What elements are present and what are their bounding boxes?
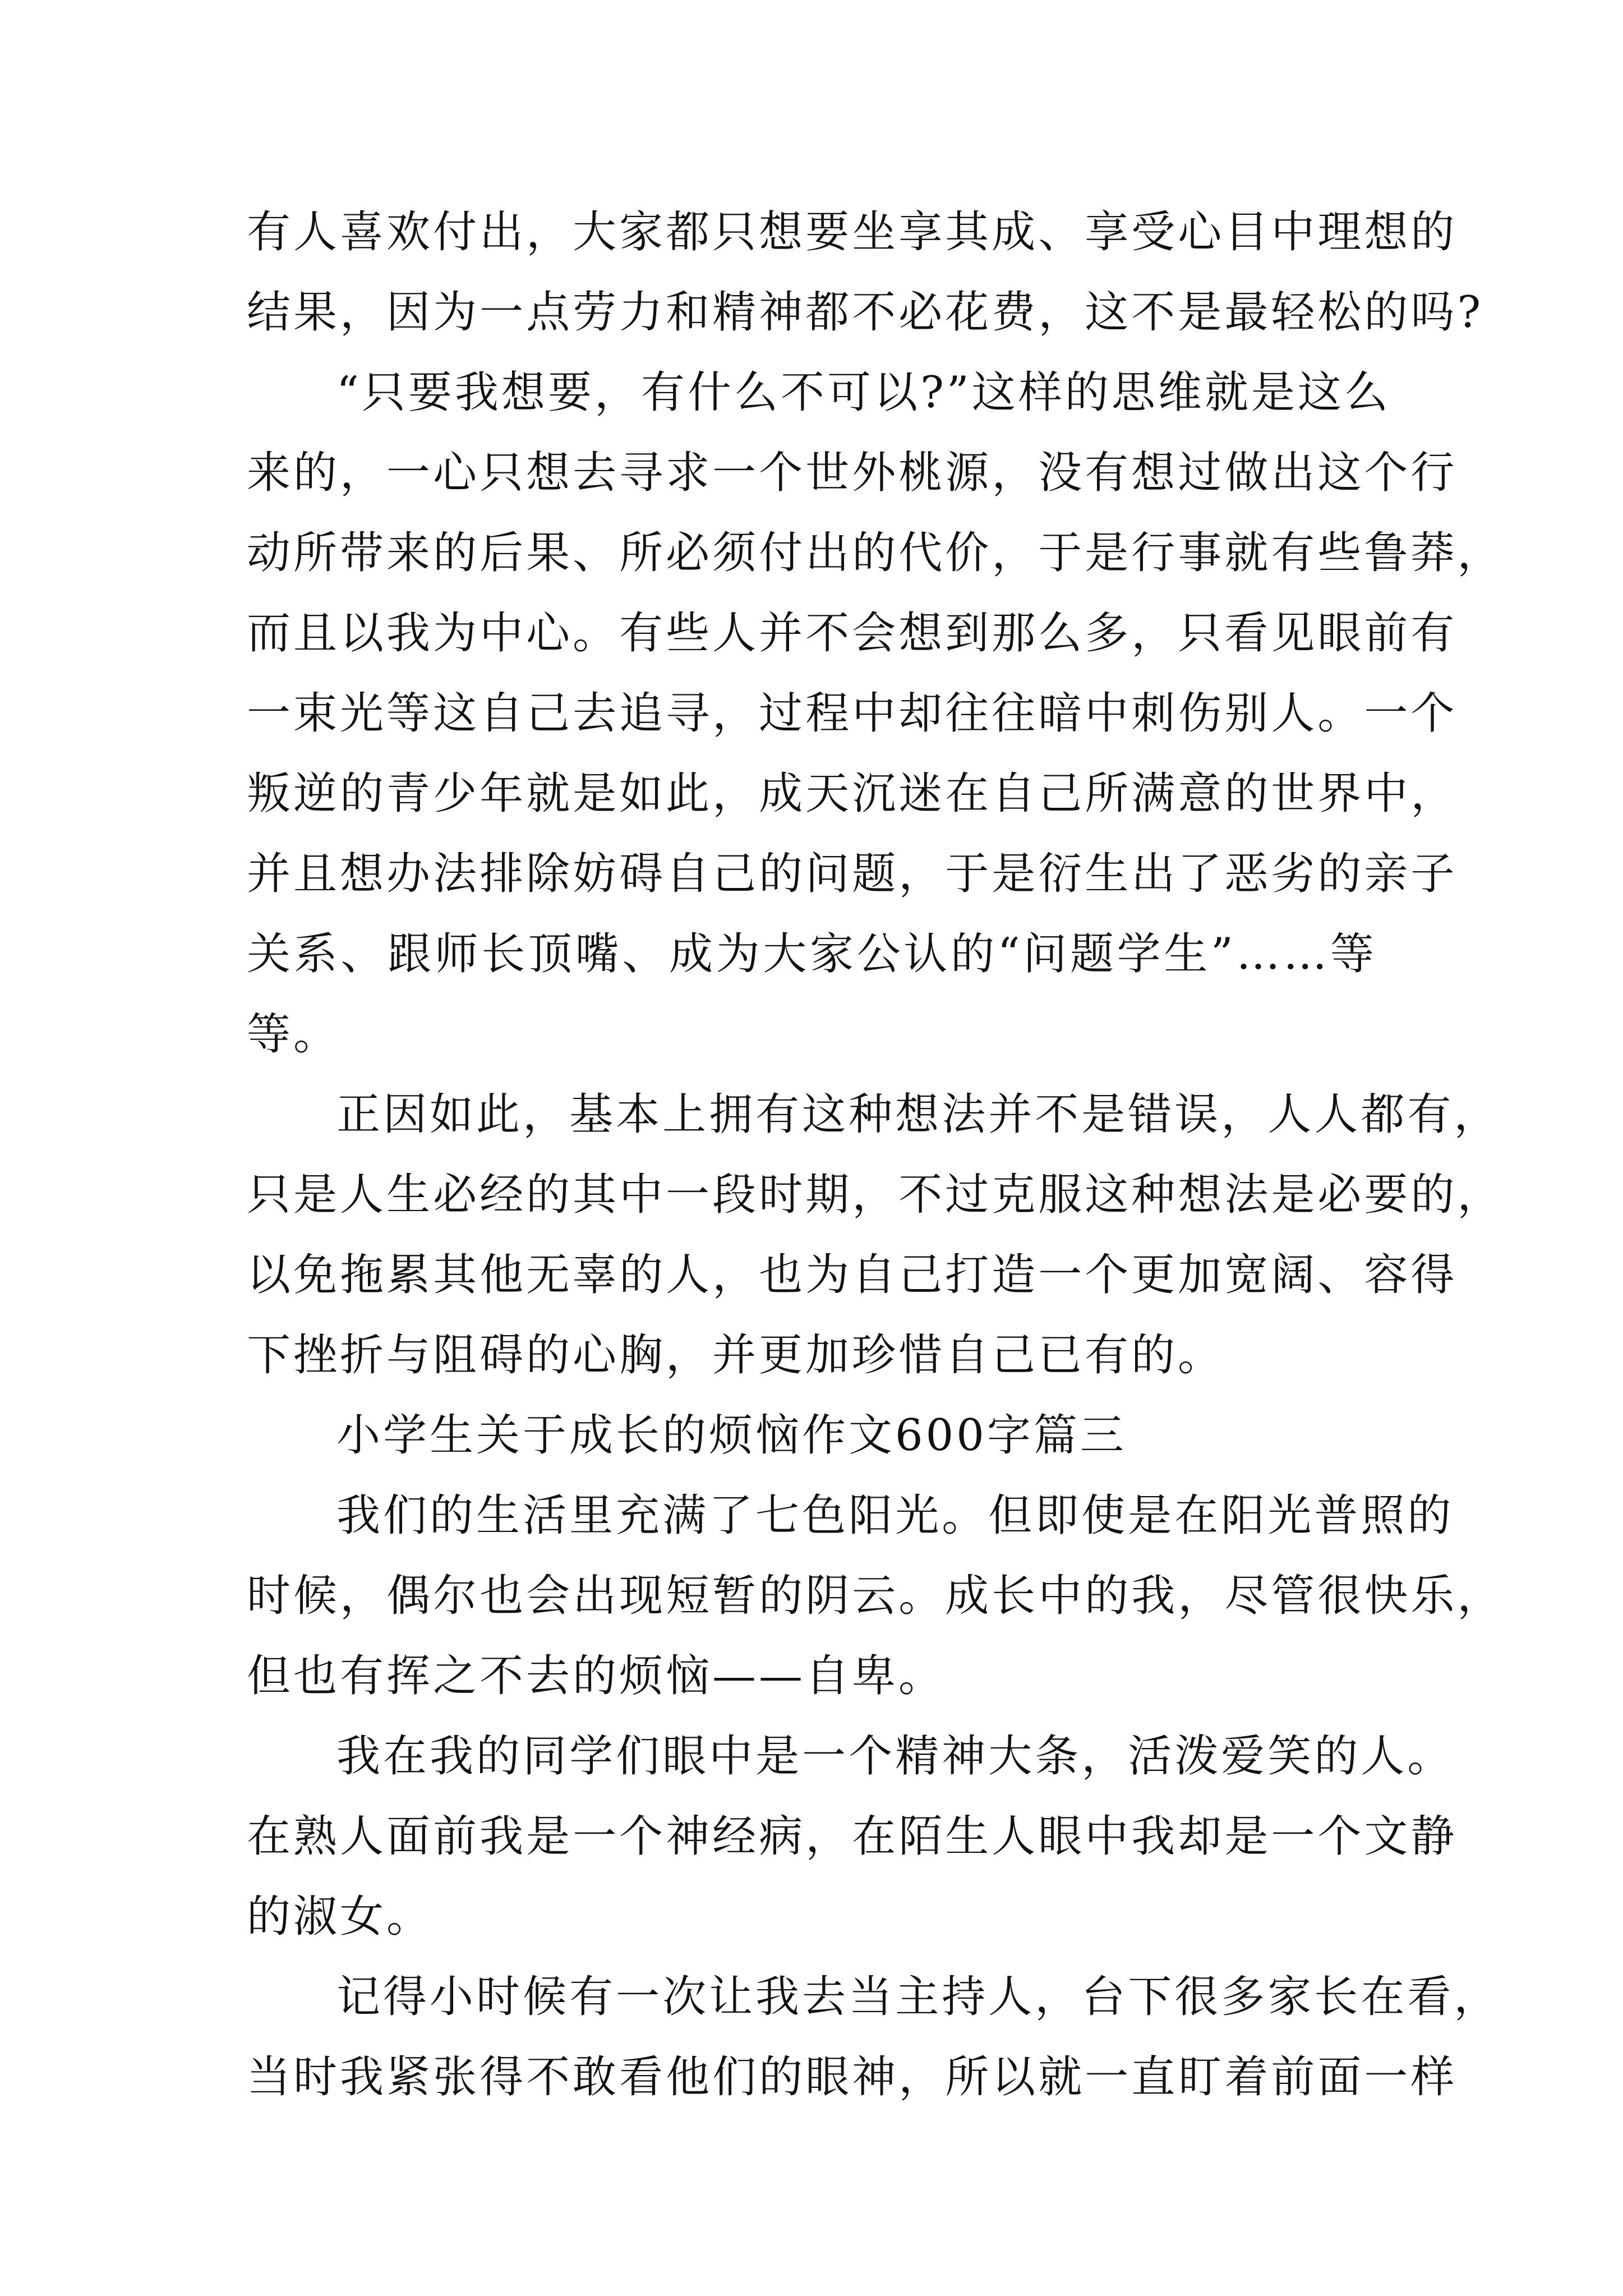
section-heading: 小学生关于成长的烦恼作文600字篇三	[336, 1410, 1127, 1461]
text-line: 结 果 ， 因 为 一 点 劳 力 和 精 神 都 不 必 花 费 ， 这 不 是 最 轻 松 的 吗 ?	[247, 287, 1484, 338]
text-line: 的淑女。	[247, 1892, 434, 1942]
text-line: “ 只 要 我 想 要 ， 有 什 么 不 可 以 ? ” 这 样 的 思 维 就 是 这 么	[336, 367, 1391, 418]
text-line: 而 且 以 我 为 中 心 。 有 些 人 并 不 会 想 到 那 么 多 ， 只 看 见 眼 前 有	[247, 608, 1458, 659]
text-line: 正 因 如 此 ， 基 本 上 拥 有 这 种 想 法 并 不 是 错 误 ， 人 人 都 有 ，	[336, 1089, 1501, 1140]
text-line: 等。	[247, 1009, 340, 1060]
text-line: 一 束 光 等 这 自 己 去 追 寻 ， 过 程 中 却 往 往 暗 中 刺 伤 别 人 。 一 个	[247, 688, 1458, 739]
text-line: 但也有挥之不去的烦恼——自卑。	[247, 1651, 946, 1701]
text-line: 以 免 拖 累 其 他 无 辜 的 人 ， 也 为 自 己 打 造 一 个 更 加 宽 阔 、 容 得	[247, 1250, 1458, 1300]
text-line: 当 时 我 紧 张 得 不 敢 看 他 们 的 眼 神 ， 所 以 就 一 直 盯 着 前 面 一 样	[247, 2052, 1458, 2102]
text-line: 有 人 喜 欢 付 出 ， 大 家 都 只 想 要 坐 享 其 成 、 享 受 心 目 中 理 想 的	[247, 207, 1458, 257]
text-line: 并 且 想 办 法 排 除 妨 碍 自 己 的 问 题 ， 于 是 衍 生 出 了 恶 劣 的 亲 子	[247, 849, 1458, 899]
text-line: 我 在 我 的 同 学 们 眼 中 是 一 个 精 神 大 条 ， 活 泼 爱 笑 的 人 。	[336, 1731, 1454, 1782]
text-line: 只 是 人 生 必 经 的 其 中 一 段 时 期 ， 不 过 克 服 这 种 想 法 是 必 要 的 ，	[247, 1170, 1504, 1220]
text-line: 记 得 小 时 候 有 一 次 让 我 去 当 主 持 人 ， 台 下 很 多 家 长 在 看 ，	[336, 1972, 1501, 2022]
text-line: 关 系 、 跟 师 长 顶 嘴 、 成 为 大 家 公 认 的 “ 问 题 学 生 ” … … 等	[247, 929, 1377, 979]
text-line: 在 熟 人 面 前 我 是 一 个 神 经 病 ， 在 陌 生 人 眼 中 我 却 是 一 个 文 静	[247, 1811, 1458, 1862]
text-line: 我 们 的 生 活 里 充 满 了 七 色 阳 光 。 但 即 使 是 在 阳 光 普 照 的	[336, 1490, 1454, 1541]
text-line: 时 候 ， 偶 尔 也 会 出 现 短 暂 的 阴 云 。 成 长 中 的 我 ， 尽 管 很 快 乐 ，	[247, 1571, 1504, 1621]
text-line: 动 所 带 来 的 后 果 、 所 必 须 付 出 的 代 价 ， 于 是 行 事 就 有 些 鲁 莽 ，	[247, 528, 1504, 578]
text-line: 来 的 ， 一 心 只 想 去 寻 求 一 个 世 外 桃 源 ， 没 有 想 过 做 出 这 个 行	[247, 448, 1458, 498]
text-line: 下挫折与阻碍的心胸，并更加珍惜自己已有的。	[247, 1330, 1225, 1381]
text-line: 叛 逆 的 青 少 年 就 是 如 此 ， 成 天 沉 迷 在 自 己 所 满 意 的 世 界 中 ，	[247, 769, 1458, 819]
